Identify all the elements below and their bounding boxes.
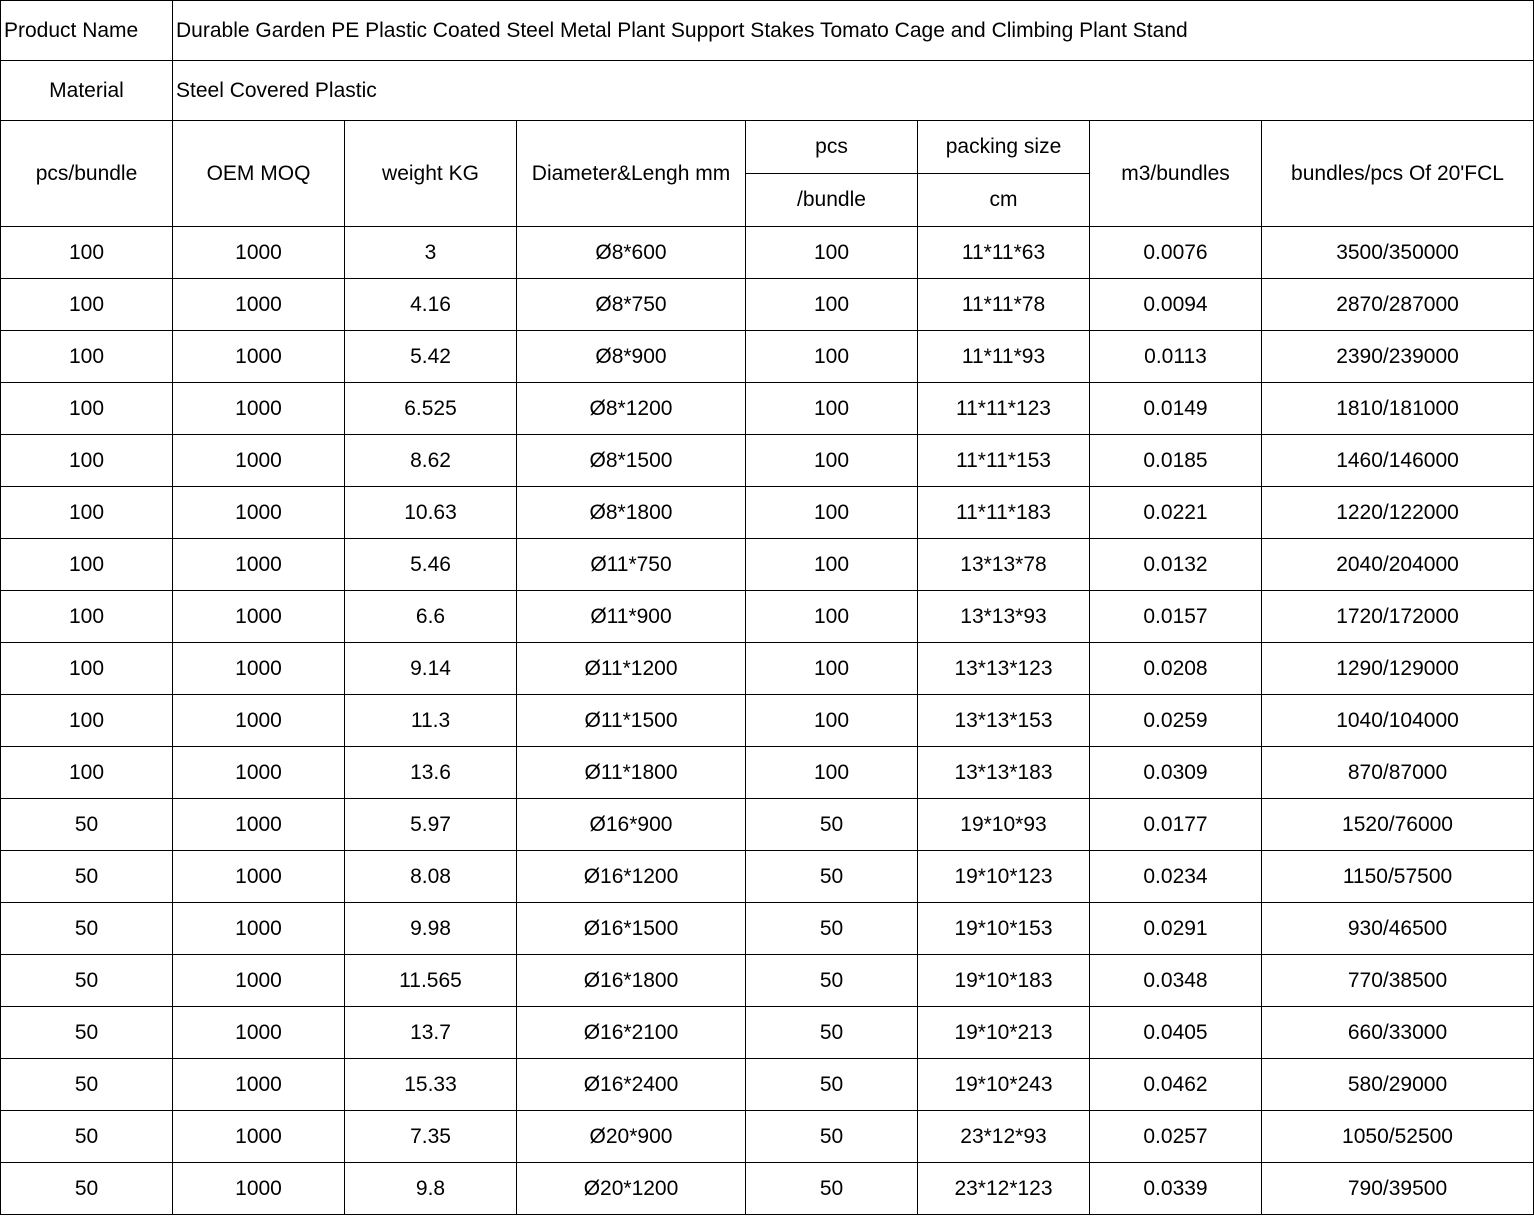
cell-weight: 15.33 [345,1059,517,1111]
cell-diameter-length: Ø11*900 [517,591,746,643]
cell-pcs-per-bundle: 100 [746,279,918,331]
cell-packing-size: 19*10*183 [918,955,1090,1007]
cell-diameter-length: Ø20*1200 [517,1163,746,1215]
cell-oem-moq: 1000 [173,1163,345,1215]
cell-pcs-per-bundle: 50 [746,955,918,1007]
cell-pcs-bundle: 50 [1,1111,173,1163]
cell-oem-moq: 1000 [173,1111,345,1163]
cell-bundles-fcl: 930/46500 [1262,903,1534,955]
header-pcs-bundle: pcs/bundle [1,121,173,227]
cell-pcs-per-bundle: 100 [746,227,918,279]
cell-pcs-bundle: 50 [1,955,173,1007]
cell-m3-bundles: 0.0291 [1090,903,1262,955]
cell-bundles-fcl: 2040/204000 [1262,539,1534,591]
cell-diameter-length: Ø8*1800 [517,487,746,539]
material-label: Material [1,61,173,121]
cell-weight: 4.16 [345,279,517,331]
cell-bundles-fcl: 1810/181000 [1262,383,1534,435]
table-row [1,903,1534,955]
header-row-top [1,121,1534,174]
cell-pcs-bundle: 100 [1,591,173,643]
cell-packing-size: 13*13*153 [918,695,1090,747]
cell-weight: 3 [345,227,517,279]
cell-packing-size: 19*10*243 [918,1059,1090,1111]
table-row [1,227,1534,279]
cell-m3-bundles: 0.0405 [1090,1007,1262,1059]
cell-packing-size: 13*13*78 [918,539,1090,591]
cell-weight: 5.42 [345,331,517,383]
cell-bundles-fcl: 790/39500 [1262,1163,1534,1215]
cell-pcs-per-bundle: 100 [746,435,918,487]
cell-weight: 11.3 [345,695,517,747]
cell-diameter-length: Ø20*900 [517,1111,746,1163]
cell-pcs-per-bundle: 100 [746,539,918,591]
cell-weight: 9.98 [345,903,517,955]
cell-pcs-bundle: 100 [1,643,173,695]
header-diameter-length: Diameter&Lengh mm [517,121,746,227]
cell-weight: 8.62 [345,435,517,487]
cell-oem-moq: 1000 [173,799,345,851]
cell-packing-size: 11*11*183 [918,487,1090,539]
cell-pcs-per-bundle: 50 [746,1007,918,1059]
cell-pcs-per-bundle: 100 [746,747,918,799]
cell-pcs-per-bundle: 100 [746,331,918,383]
cell-packing-size: 19*10*213 [918,1007,1090,1059]
product-name-value: Durable Garden PE Plastic Coated Steel Metal Plant Support Stakes Tomato Cage and Climbing Plant Stand [173,1,1534,61]
cell-bundles-fcl: 1220/122000 [1262,487,1534,539]
material-value: Steel Covered Plastic [173,61,1534,121]
cell-oem-moq: 1000 [173,747,345,799]
cell-bundles-fcl: 870/87000 [1262,747,1534,799]
header-packing-size-bottom: cm [918,174,1090,227]
cell-packing-size: 13*13*183 [918,747,1090,799]
cell-pcs-bundle: 100 [1,435,173,487]
cell-m3-bundles: 0.0208 [1090,643,1262,695]
cell-diameter-length: Ø8*1200 [517,383,746,435]
cell-m3-bundles: 0.0339 [1090,1163,1262,1215]
cell-packing-size: 19*10*123 [918,851,1090,903]
cell-m3-bundles: 0.0094 [1090,279,1262,331]
cell-pcs-bundle: 50 [1,1163,173,1215]
cell-m3-bundles: 0.0259 [1090,695,1262,747]
cell-oem-moq: 1000 [173,851,345,903]
cell-packing-size: 11*11*153 [918,435,1090,487]
table-row [1,539,1534,591]
table-row [1,643,1534,695]
cell-pcs-bundle: 100 [1,695,173,747]
table-row [1,695,1534,747]
cell-oem-moq: 1000 [173,1007,345,1059]
cell-oem-moq: 1000 [173,591,345,643]
cell-diameter-length: Ø16*1800 [517,955,746,1007]
cell-pcs-per-bundle: 50 [746,799,918,851]
cell-diameter-length: Ø16*2100 [517,1007,746,1059]
table-row [1,747,1534,799]
table-row [1,383,1534,435]
header-m3-bundles: m3/bundles [1090,121,1262,227]
cell-oem-moq: 1000 [173,279,345,331]
cell-bundles-fcl: 1290/129000 [1262,643,1534,695]
cell-pcs-per-bundle: 100 [746,383,918,435]
cell-weight: 13.7 [345,1007,517,1059]
cell-diameter-length: Ø8*600 [517,227,746,279]
cell-pcs-bundle: 100 [1,747,173,799]
header-pcs-bottom: /bundle [746,174,918,227]
cell-bundles-fcl: 3500/350000 [1262,227,1534,279]
cell-pcs-per-bundle: 100 [746,487,918,539]
cell-m3-bundles: 0.0462 [1090,1059,1262,1111]
cell-oem-moq: 1000 [173,539,345,591]
cell-packing-size: 11*11*63 [918,227,1090,279]
cell-weight: 7.35 [345,1111,517,1163]
cell-diameter-length: Ø11*1500 [517,695,746,747]
cell-m3-bundles: 0.0113 [1090,331,1262,383]
table-row [1,591,1534,643]
header-weight: weight KG [345,121,517,227]
cell-m3-bundles: 0.0257 [1090,1111,1262,1163]
cell-diameter-length: Ø16*1200 [517,851,746,903]
cell-packing-size: 13*13*93 [918,591,1090,643]
table-row [1,1059,1534,1111]
cell-m3-bundles: 0.0234 [1090,851,1262,903]
cell-oem-moq: 1000 [173,1059,345,1111]
cell-m3-bundles: 0.0221 [1090,487,1262,539]
cell-pcs-bundle: 100 [1,227,173,279]
header-bundles-fcl: bundles/pcs Of 20'FCL [1262,121,1534,227]
cell-weight: 10.63 [345,487,517,539]
table-row [1,955,1534,1007]
cell-weight: 8.08 [345,851,517,903]
cell-diameter-length: Ø16*2400 [517,1059,746,1111]
cell-weight: 5.97 [345,799,517,851]
cell-diameter-length: Ø16*1500 [517,903,746,955]
cell-packing-size: 23*12*123 [918,1163,1090,1215]
cell-pcs-per-bundle: 50 [746,851,918,903]
cell-oem-moq: 1000 [173,227,345,279]
cell-packing-size: 23*12*93 [918,1111,1090,1163]
cell-weight: 5.46 [345,539,517,591]
table-row [1,331,1534,383]
cell-m3-bundles: 0.0177 [1090,799,1262,851]
table-row [1,1007,1534,1059]
cell-m3-bundles: 0.0132 [1090,539,1262,591]
cell-pcs-bundle: 100 [1,383,173,435]
cell-oem-moq: 1000 [173,383,345,435]
table-row [1,1163,1534,1215]
cell-weight: 9.14 [345,643,517,695]
cell-m3-bundles: 0.0157 [1090,591,1262,643]
product-name-label: Product Name [1,1,173,61]
cell-packing-size: 11*11*93 [918,331,1090,383]
cell-bundles-fcl: 2390/239000 [1262,331,1534,383]
cell-diameter-length: Ø8*900 [517,331,746,383]
cell-pcs-bundle: 100 [1,539,173,591]
cell-pcs-bundle: 50 [1,1007,173,1059]
cell-pcs-bundle: 50 [1,851,173,903]
cell-pcs-bundle: 50 [1,1059,173,1111]
material-row [1,61,1534,121]
cell-m3-bundles: 0.0348 [1090,955,1262,1007]
cell-bundles-fcl: 2870/287000 [1262,279,1534,331]
cell-bundles-fcl: 660/33000 [1262,1007,1534,1059]
cell-weight: 9.8 [345,1163,517,1215]
cell-bundles-fcl: 1460/146000 [1262,435,1534,487]
cell-pcs-per-bundle: 50 [746,1111,918,1163]
cell-pcs-per-bundle: 50 [746,903,918,955]
cell-oem-moq: 1000 [173,695,345,747]
cell-bundles-fcl: 1040/104000 [1262,695,1534,747]
header-oem-moq: OEM MOQ [173,121,345,227]
cell-pcs-bundle: 50 [1,903,173,955]
cell-packing-size: 11*11*123 [918,383,1090,435]
cell-oem-moq: 1000 [173,487,345,539]
cell-m3-bundles: 0.0076 [1090,227,1262,279]
cell-pcs-bundle: 50 [1,799,173,851]
cell-pcs-per-bundle: 100 [746,695,918,747]
cell-bundles-fcl: 1150/57500 [1262,851,1534,903]
cell-diameter-length: Ø11*750 [517,539,746,591]
cell-diameter-length: Ø16*900 [517,799,746,851]
cell-bundles-fcl: 1050/52500 [1262,1111,1534,1163]
cell-diameter-length: Ø11*1800 [517,747,746,799]
header-pcs-top: pcs [746,121,918,174]
cell-weight: 6.525 [345,383,517,435]
cell-pcs-bundle: 100 [1,279,173,331]
table-row [1,851,1534,903]
cell-packing-size: 19*10*93 [918,799,1090,851]
cell-packing-size: 19*10*153 [918,903,1090,955]
cell-pcs-per-bundle: 50 [746,1163,918,1215]
cell-oem-moq: 1000 [173,331,345,383]
table-row [1,435,1534,487]
table-row [1,799,1534,851]
cell-diameter-length: Ø8*750 [517,279,746,331]
cell-packing-size: 11*11*78 [918,279,1090,331]
table-row [1,487,1534,539]
cell-packing-size: 13*13*123 [918,643,1090,695]
cell-m3-bundles: 0.0309 [1090,747,1262,799]
table-row [1,1111,1534,1163]
cell-weight: 13.6 [345,747,517,799]
cell-pcs-per-bundle: 100 [746,591,918,643]
cell-oem-moq: 1000 [173,903,345,955]
product-name-row [1,1,1534,61]
cell-pcs-per-bundle: 50 [746,1059,918,1111]
cell-bundles-fcl: 1720/172000 [1262,591,1534,643]
cell-oem-moq: 1000 [173,435,345,487]
cell-pcs-per-bundle: 100 [746,643,918,695]
cell-m3-bundles: 0.0185 [1090,435,1262,487]
cell-pcs-bundle: 100 [1,331,173,383]
cell-weight: 6.6 [345,591,517,643]
table-row [1,279,1534,331]
cell-bundles-fcl: 1520/76000 [1262,799,1534,851]
cell-m3-bundles: 0.0149 [1090,383,1262,435]
cell-pcs-bundle: 100 [1,487,173,539]
spec-table-body [1,1,1534,1215]
header-packing-size-top: packing size [918,121,1090,174]
cell-bundles-fcl: 770/38500 [1262,955,1534,1007]
cell-bundles-fcl: 580/29000 [1262,1059,1534,1111]
cell-diameter-length: Ø11*1200 [517,643,746,695]
cell-oem-moq: 1000 [173,955,345,1007]
cell-oem-moq: 1000 [173,643,345,695]
cell-weight: 11.565 [345,955,517,1007]
cell-diameter-length: Ø8*1500 [517,435,746,487]
